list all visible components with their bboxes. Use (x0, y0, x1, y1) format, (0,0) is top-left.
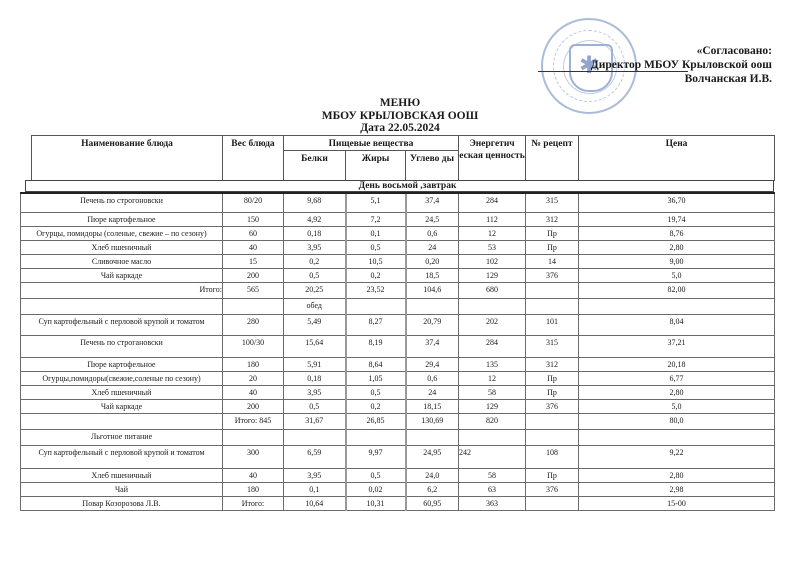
table-row (21, 212, 775, 226)
cell-fats: 0,5 (346, 240, 406, 254)
table-row (21, 240, 775, 254)
cell-price: 6,77 (579, 371, 775, 385)
cell-name: Чай (21, 482, 223, 496)
cell-carbs: 29,4 (406, 357, 459, 371)
header-energy: Энергетич еская ценность (459, 136, 526, 181)
cell-price (579, 429, 775, 445)
cell-name: Повар Козорозова Л.В. (21, 496, 223, 510)
cell-recipe (526, 429, 579, 445)
cell-price: 15-00 (579, 496, 775, 510)
cell-name: Чай каркаде (21, 399, 223, 413)
cell-name (21, 413, 223, 429)
cell-price: 8,76 (579, 226, 775, 240)
cell-name: Хлеб пшеничный (21, 385, 223, 399)
header-recipe: № рецепт (526, 136, 579, 181)
cell-fats: 0,02 (346, 482, 406, 496)
header-weight: Вес блюда (223, 136, 284, 181)
cell-proteins: 5,49 (284, 314, 346, 335)
cell-fats: 0,2 (346, 399, 406, 413)
header-nutrients: Пищевые вещества (284, 136, 459, 151)
cell-proteins: 6,59 (284, 445, 346, 468)
day-label-text: День восьмой ,завтрак (358, 181, 457, 191)
cell-carbs: 24 (406, 385, 459, 399)
cell-proteins: 4,92 (284, 212, 346, 226)
cell-weight (223, 429, 284, 445)
cell-recipe: Пр (526, 371, 579, 385)
cell-weight: 200 (223, 399, 284, 413)
table-row (21, 193, 775, 212)
stamp-emblem-icon: ✱ (579, 53, 600, 79)
cell-energy: 12 (459, 226, 526, 240)
table-row (21, 371, 775, 385)
table-row (21, 429, 775, 445)
cell-fats: 9,97 (346, 445, 406, 468)
cell-name (21, 298, 223, 314)
cell-carbs: 0,6 (406, 226, 459, 240)
cell-name: Пюре картофельное (21, 357, 223, 371)
table-row (21, 496, 775, 510)
cell-proteins: 9,68 (284, 193, 346, 212)
cell-price: 2,98 (579, 482, 775, 496)
cell-carbs: 18,5 (406, 268, 459, 282)
cell-energy (459, 298, 526, 314)
table-row (21, 282, 775, 298)
cell-carbs: 37,4 (406, 193, 459, 212)
cell-recipe (526, 282, 579, 298)
cell-price: 2,80 (579, 468, 775, 482)
approval-block (591, 44, 772, 86)
cell-fats: 8,27 (346, 314, 406, 335)
cell-weight: 150 (223, 212, 284, 226)
cell-carbs: 0,6 (406, 371, 459, 385)
cell-price: 82,00 (579, 282, 775, 298)
table-row (21, 445, 775, 468)
cell-carbs: 6,2 (406, 482, 459, 496)
header-price: Цена (579, 136, 775, 181)
cell-price: 5,0 (579, 268, 775, 282)
cell-weight: 15 (223, 254, 284, 268)
cell-proteins: 31,67 (284, 413, 346, 429)
table-row (21, 399, 775, 413)
cell-recipe: 101 (526, 314, 579, 335)
cell-weight: 100/30 (223, 335, 284, 357)
cell-weight: 180 (223, 357, 284, 371)
cell-fats (346, 429, 406, 445)
cell-price: 36,70 (579, 193, 775, 212)
title-school: МБОУ КРЫЛОВСКАЯ ООШ (321, 109, 479, 122)
cell-recipe: Пр (526, 226, 579, 240)
cell-carbs: 24,95 (406, 445, 459, 468)
cell-energy: 680 (459, 282, 526, 298)
cell-carbs: 24,5 (406, 212, 459, 226)
cell-recipe: 376 (526, 268, 579, 282)
title-menu: МЕНЮ (379, 97, 421, 109)
cell-energy: 129 (459, 399, 526, 413)
cell-fats: 0,1 (346, 226, 406, 240)
cell-carbs: 130,69 (406, 413, 459, 429)
cell-recipe: 315 (526, 193, 579, 212)
cell-name: Сливочное масло (21, 254, 223, 268)
table-row (21, 482, 775, 496)
cell-carbs: 37,4 (406, 335, 459, 357)
cell-carbs (406, 429, 459, 445)
table-row (21, 468, 775, 482)
cell-price: 19,74 (579, 212, 775, 226)
cell-price: 37,21 (579, 335, 775, 357)
table-row (21, 385, 775, 399)
table-row (21, 268, 775, 282)
cell-name: Пюре картофельное (21, 212, 223, 226)
cell-energy: 284 (459, 335, 526, 357)
cell-proteins: 3,95 (284, 468, 346, 482)
cell-carbs: 24 (406, 240, 459, 254)
cell-fats: 0,5 (346, 385, 406, 399)
cell-proteins: 0,1 (284, 482, 346, 496)
cell-energy: 112 (459, 212, 526, 226)
cell-proteins: обед (284, 298, 346, 314)
cell-price: 9,00 (579, 254, 775, 268)
cell-energy: 820 (459, 413, 526, 429)
header-fats: Жиры (346, 151, 406, 181)
cell-proteins: 3,95 (284, 385, 346, 399)
header-proteins: Белки (284, 151, 346, 181)
approval-line-2: Директор МБОУ Крыловской оош (590, 59, 772, 71)
table-row (21, 413, 775, 429)
cell-carbs: 18,15 (406, 399, 459, 413)
cell-name: Суп картофельный с перловой крупой и томатом (21, 314, 223, 335)
cell-energy (459, 429, 526, 445)
cell-recipe: Пр (526, 240, 579, 254)
cell-price: 2,80 (579, 385, 775, 399)
cell-price: 80,0 (579, 413, 775, 429)
cell-weight: 300 (223, 445, 284, 468)
cell-price: 2,80 (579, 240, 775, 254)
cell-price: 5,0 (579, 399, 775, 413)
cell-fats: 5,1 (346, 193, 406, 212)
cell-weight: Итого: (223, 496, 284, 510)
cell-weight: 200 (223, 268, 284, 282)
cell-proteins: 20,25 (284, 282, 346, 298)
cell-carbs (406, 298, 459, 314)
cell-name: Печень по строгоновски (21, 193, 223, 212)
cell-name: Чай каркаде (21, 268, 223, 282)
table-row (21, 335, 775, 357)
cell-recipe: 14 (526, 254, 579, 268)
cell-weight: 40 (223, 385, 284, 399)
cell-energy: 63 (459, 482, 526, 496)
header-carbs: Углево ды (406, 151, 459, 181)
cell-proteins: 0,2 (284, 254, 346, 268)
cell-recipe: 312 (526, 212, 579, 226)
approval-line-3: Волчанская И.В. (684, 73, 772, 85)
table-row (21, 226, 775, 240)
cell-fats: 8,19 (346, 335, 406, 357)
cell-recipe: Пр (526, 385, 579, 399)
cell-recipe: 376 (526, 482, 579, 496)
cell-carbs: 24,0 (406, 468, 459, 482)
cell-weight: 565 (223, 282, 284, 298)
cell-energy: 58 (459, 385, 526, 399)
cell-name: Льготное питание (21, 429, 223, 445)
cell-proteins: 3,95 (284, 240, 346, 254)
cell-name: Итого: (21, 282, 223, 298)
cell-energy: 363 (459, 496, 526, 510)
table-row (21, 298, 775, 314)
cell-fats: 0,5 (346, 468, 406, 482)
cell-energy: 242 (459, 445, 526, 468)
cell-price: 20,18 (579, 357, 775, 371)
cell-fats: 1,05 (346, 371, 406, 385)
cell-recipe (526, 496, 579, 510)
approval-line-1: «Согласовано: (696, 45, 772, 57)
cell-proteins: 0,18 (284, 226, 346, 240)
cell-name: Хлеб пшеничный (21, 468, 223, 482)
cell-recipe (526, 413, 579, 429)
cell-energy: 102 (459, 254, 526, 268)
cell-weight: 20 (223, 371, 284, 385)
cell-name: Печень по строгановски (21, 335, 223, 357)
cell-recipe: 108 (526, 445, 579, 468)
menu-table-header (31, 135, 775, 181)
document-title (0, 97, 800, 135)
cell-name: Огурцы, помидоры (соленые, свежие – по сезону) (21, 226, 223, 240)
cell-weight: 40 (223, 240, 284, 254)
table-row (21, 254, 775, 268)
cell-price: 8,04 (579, 314, 775, 335)
cell-proteins: 0,5 (284, 399, 346, 413)
cell-proteins: 5,91 (284, 357, 346, 371)
signature-line (538, 71, 688, 72)
cell-recipe: 315 (526, 335, 579, 357)
cell-proteins: 0,18 (284, 371, 346, 385)
cell-proteins (284, 429, 346, 445)
cell-weight: 60 (223, 226, 284, 240)
cell-weight: 180 (223, 482, 284, 496)
cell-proteins: 15,64 (284, 335, 346, 357)
cell-recipe: 376 (526, 399, 579, 413)
cell-carbs: 20,79 (406, 314, 459, 335)
title-date: Дата 22.05.2024 (360, 122, 440, 134)
cell-weight: 280 (223, 314, 284, 335)
cell-carbs: 104,6 (406, 282, 459, 298)
cell-price: 9,22 (579, 445, 775, 468)
cell-fats: 7,2 (346, 212, 406, 226)
table-row (21, 357, 775, 371)
cell-recipe: Пр (526, 468, 579, 482)
cell-fats: 10,5 (346, 254, 406, 268)
cell-fats (346, 298, 406, 314)
cell-fats: 26,85 (346, 413, 406, 429)
cell-weight: Итого: 845 (223, 413, 284, 429)
cell-fats: 23,52 (346, 282, 406, 298)
header-dish-name: Наименование блюда (32, 136, 223, 181)
cell-weight: 80/20 (223, 193, 284, 212)
table-row (21, 314, 775, 335)
cell-name: Огурцы,помидоры(свежие,соленые по сезону) (21, 371, 223, 385)
cell-name: Хлеб пшеничный (21, 240, 223, 254)
day-section-label (25, 180, 774, 192)
cell-price (579, 298, 775, 314)
cell-fats: 0,2 (346, 268, 406, 282)
cell-proteins: 0,5 (284, 268, 346, 282)
cell-energy: 129 (459, 268, 526, 282)
cell-recipe (526, 298, 579, 314)
cell-energy: 202 (459, 314, 526, 335)
cell-energy: 53 (459, 240, 526, 254)
cell-proteins: 10,64 (284, 496, 346, 510)
cell-weight: 40 (223, 468, 284, 482)
cell-fats: 10,31 (346, 496, 406, 510)
cell-recipe: 312 (526, 357, 579, 371)
menu-table-body (20, 192, 775, 511)
cell-energy: 12 (459, 371, 526, 385)
cell-carbs: 60,95 (406, 496, 459, 510)
cell-carbs: 0,20 (406, 254, 459, 268)
cell-name: Суп картофельный с перловой крупой и томатом (21, 445, 223, 468)
cell-weight (223, 298, 284, 314)
cell-fats: 8,64 (346, 357, 406, 371)
cell-energy: 58 (459, 468, 526, 482)
cell-energy: 135 (459, 357, 526, 371)
cell-energy: 284 (459, 193, 526, 212)
